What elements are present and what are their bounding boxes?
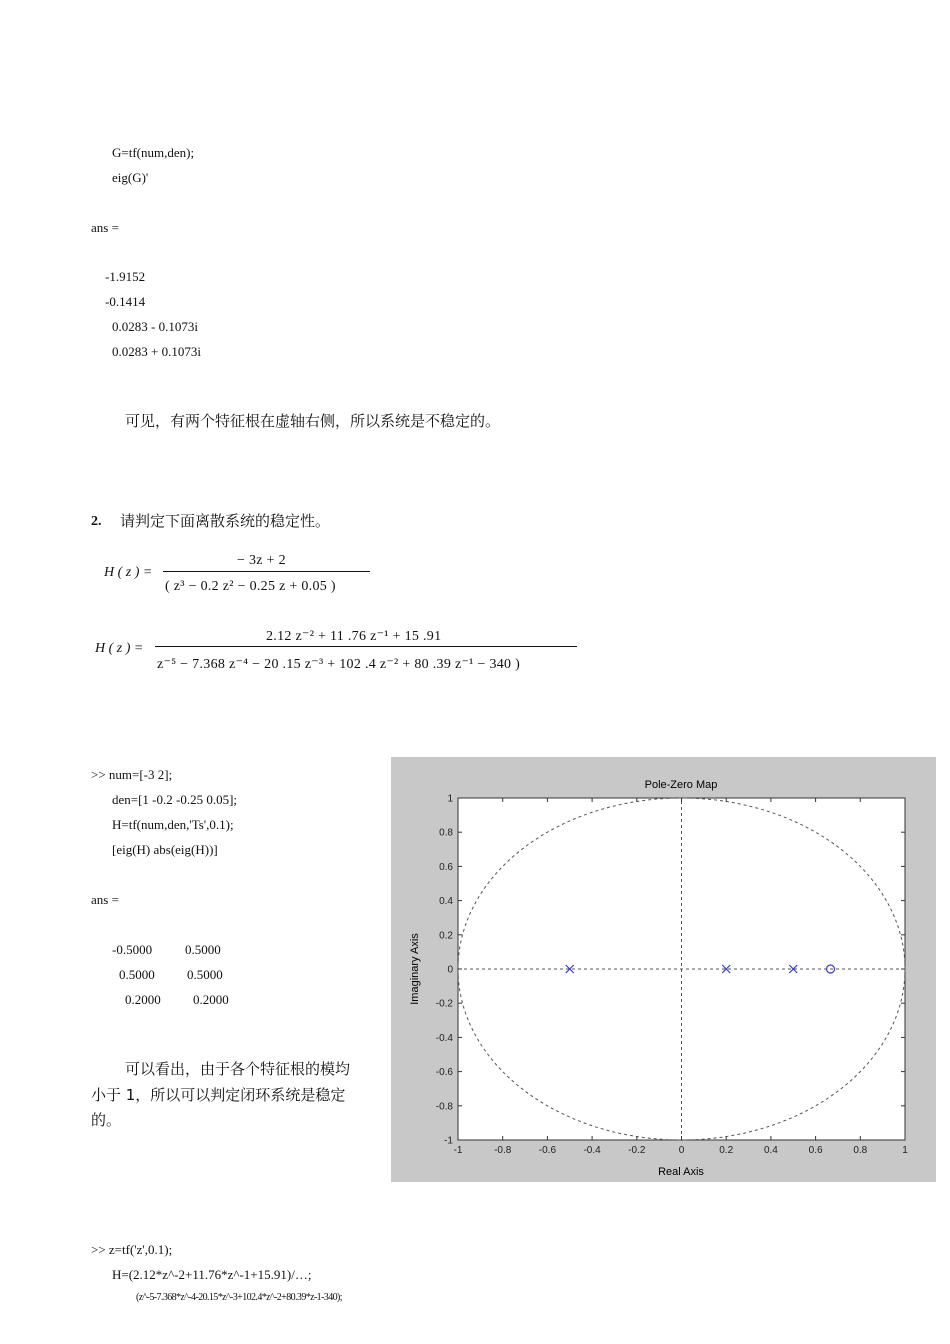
result-line: -0.1414 [105,294,146,309]
code-line: eig(G)' [112,170,149,185]
conclusion-text: 可见，有两个特征根在虚轴右侧，所以系统是不稳定的。 [125,412,501,430]
conclusion-text: 的。 [91,1111,122,1129]
x-tick-label: 0 [678,1145,685,1156]
code-line: den=[1 -0.2 -0.25 0.05]; [112,792,238,807]
x-tick-label: 0.2 [719,1145,734,1156]
conclusion-text: 小于 1，所以可以判定闭环系统是稳定 [91,1086,346,1104]
code-line: H=tf(num,den,'Ts',0.1); [112,817,234,832]
code-line: >> num=[-3 2]; [91,767,173,782]
x-tick-label: -0.4 [583,1145,601,1156]
y-tick-label: 1 [447,793,453,805]
x-tick-label: 0.4 [763,1145,778,1156]
code-line: [eig(H) abs(eig(H))] [112,842,218,857]
y-tick-label: 0 [447,964,453,976]
x-tick-label: 0.8 [853,1145,868,1156]
x-tick-label: 1 [902,1145,908,1156]
x-axis-label: Real Axis [658,1166,704,1178]
equation-denominator: z⁻⁵ − 7.368 z⁻⁴ − 20 .15 z⁻³ + 102 .4 z⁻² + 80 .39 z⁻¹ − 340 ) [157,657,521,672]
y-axis-label: Imaginary Axis [409,933,421,1005]
result-line: 0.0283 - 0.1073i [112,319,198,334]
x-tick-label: 0.6 [808,1145,823,1156]
equation-lhs: H ( z ) = [104,565,153,580]
result-value: 0.2000 [193,992,229,1007]
fraction-bar [163,571,370,572]
equation-numerator: − 3z + 2 [237,553,286,568]
code-line: (z^-5-7.368*z^-4-20.15*z^-3+102.4*z^-2+80.39*z-1-340); [136,1292,342,1303]
result-line: 0.0283 + 0.1073i [112,344,201,359]
result-value: 0.5000 [187,967,223,982]
x-tick-label: -1 [453,1145,463,1156]
result-value: 0.5000 [119,967,155,982]
equation-numerator: 2.12 z⁻² + 11 .76 z⁻¹ + 15 .91 [266,629,442,644]
y-tick-label: -0.4 [435,1032,453,1044]
problem-number: 2. [91,514,102,529]
result-value: 0.5000 [185,942,221,957]
equation-denominator: ( z³ − 0.2 z² − 0.25 z + 0.05 ) [165,579,336,594]
code-line: >> z=tf('z',0.1); [91,1242,173,1257]
pole-zero-chart [391,757,936,1182]
y-tick-label: -0.2 [435,998,453,1010]
x-tick-label: -0.2 [628,1145,646,1156]
chart-title: Pole-Zero Map [644,779,718,791]
pole-zero-plot [391,757,936,1182]
code-line: H=(2.12*z^-2+11.76*z^-1+15.91)/…; [112,1267,312,1282]
y-tick-label: -1 [444,1135,453,1147]
y-tick-label: -0.8 [435,1101,453,1113]
problem-title: 请判定下面离散系统的稳定性。 [120,512,331,530]
fraction-bar [155,646,577,647]
result-line: -1.9152 [105,269,146,284]
y-tick-label: 0.4 [439,896,453,908]
y-tick-label: 0.8 [439,827,453,839]
result-value: 0.2000 [125,992,161,1007]
y-tick-label: 0.2 [439,930,453,942]
ans-label: ans = [91,892,119,907]
x-tick-label: -0.8 [494,1145,512,1156]
conclusion-text: 可以看出，由于各个特征根的模均 [125,1060,351,1078]
ans-label: ans = [91,220,119,235]
code-line: G=tf(num,den); [112,145,195,160]
x-tick-label: -0.6 [538,1145,557,1156]
equation-lhs: H ( z ) = [95,641,144,656]
result-value: -0.5000 [112,942,153,957]
y-tick-label: 0.6 [439,861,453,873]
y-tick-label: -0.6 [435,1067,453,1079]
